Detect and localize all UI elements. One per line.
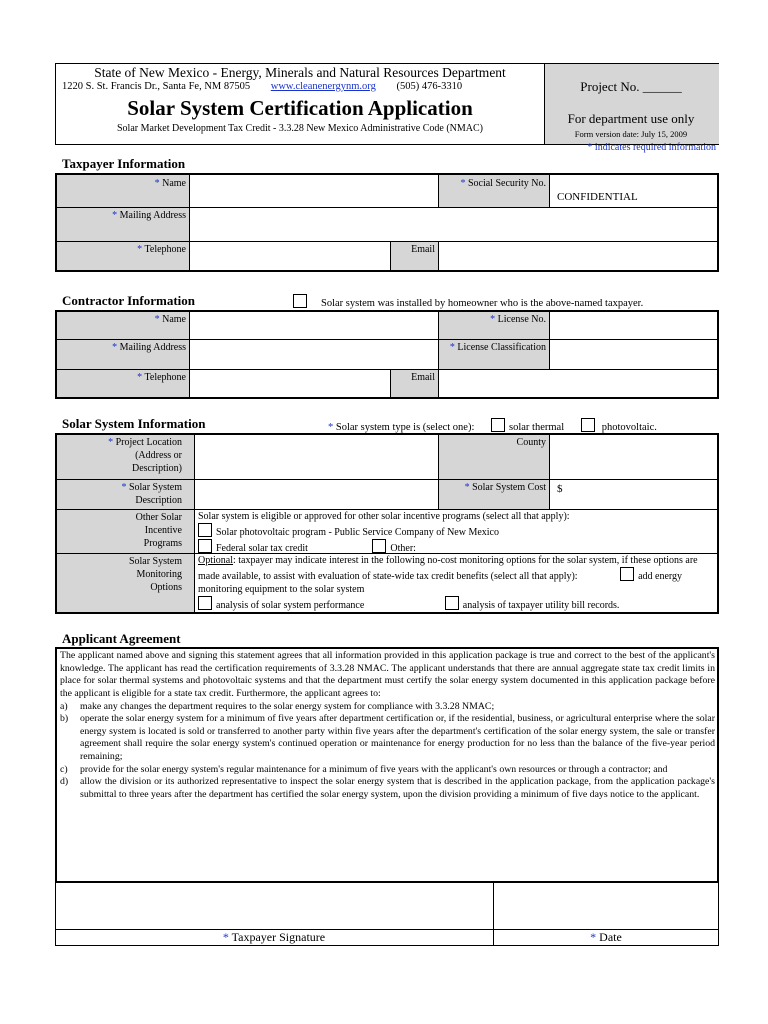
phone-text: (505) 476-3310: [396, 81, 463, 92]
agreement-item-key: a): [60, 700, 68, 712]
homeowner-label: Solar system was installed by homeowner who is the above-named taxpayer.: [321, 298, 644, 309]
add-equipment-label: add energy monitoring equipment to the solar system: [198, 571, 683, 595]
taxpayer-telephone-field[interactable]: [190, 242, 390, 270]
taxpayer-telephone-label: * Telephone: [137, 244, 186, 255]
agreement-item: [60, 764, 715, 777]
agreement-intro: The applicant named above and signing this statement agrees that all information provided in this application package is true and correct to the best of the applicant's knowledge. The applicant has read the certification requirements of 3.3.28 NMAC. The applicant understands that there are annual aggregate state tax credit limits in place for solar thermal systems and photovoltaic systems and that the department must certify the solar energy system documented in this application package before the applicant is eligible for a state tax credit. Furthermore, the applicant agrees to:: [60, 650, 715, 699]
required-note: * indicates required information: [587, 142, 716, 153]
agreement-item-text: allow the division or its authorized representative to inspect the solar energy system that is described in the application package, from the application package's submittal to three years after the department has certified the solar energy system, upon the division providing a minimum of five days notice to the applicant.: [80, 776, 715, 800]
contractor-license-field[interactable]: [550, 312, 717, 339]
contractor-name-label: * Name: [154, 314, 186, 325]
taxpayer-email-field[interactable]: [439, 242, 717, 270]
monitoring-content: [198, 554, 716, 612]
agreement-item-text: make any changes the department requires to the solar energy system for compliance with 3.3.28 NMAC;: [80, 700, 495, 712]
other-program-checkbox[interactable]: [372, 539, 386, 553]
pnm-checkbox[interactable]: [198, 523, 212, 537]
system-type-row: * Solar system type is (select one): solar thermal photovoltaic.: [328, 418, 657, 433]
taxpayer-ssn-field[interactable]: CONFIDENTIAL: [557, 191, 638, 203]
address-text: 1220 S. St. Francis Dr., Santa Fe, NM 87505: [62, 81, 251, 92]
agreement-item: [60, 713, 715, 764]
taxpayer-name-field[interactable]: [190, 175, 438, 207]
agreement-item: [60, 776, 715, 801]
system-type-prompt: Solar system type is (select one):: [335, 422, 475, 433]
contractor-telephone-field[interactable]: [190, 370, 390, 397]
agreement-item: [60, 701, 715, 714]
photovoltaic-label: photovoltaic.: [601, 422, 657, 433]
analysis-bill-checkbox[interactable]: [445, 596, 459, 610]
required-note-text: indicates required information: [594, 142, 716, 153]
description-label: * Solar System Description: [121, 482, 182, 507]
date-field[interactable]: [494, 883, 718, 929]
contractor-class-field[interactable]: [550, 340, 717, 369]
page-subtitle: Solar Market Development Tax Credit - 3.3.28 New Mexico Administrative Code (NMAC): [117, 123, 483, 134]
solar-thermal-checkbox[interactable]: [491, 418, 505, 432]
taxpayer-mailing-label: * Mailing Address: [112, 210, 186, 221]
agreement-text: [60, 650, 715, 802]
other-programs-content: [198, 510, 716, 555]
dept-name: State of New Mexico - Energy, Minerals and Natural Resources Department: [94, 65, 506, 80]
county-field[interactable]: [550, 435, 717, 479]
solar-thermal-label: solar thermal: [509, 422, 565, 433]
analysis-bill-label: analysis of taxpayer utility bill records.: [462, 600, 620, 611]
taxpayer-heading: Taxpayer Information: [62, 156, 186, 171]
analysis-performance-checkbox[interactable]: [198, 596, 212, 610]
optional-label: Optional: [198, 555, 233, 566]
contractor-license-label: * License No.: [490, 314, 546, 325]
contractor-mailing-field[interactable]: [190, 340, 438, 369]
agreement-list: [60, 701, 715, 802]
agreement-item-text: provide for the solar energy system's regular maintenance for a minimum of five years with the applicant's own resources or through a contractor; and: [80, 763, 668, 775]
dept-use-note: For department use only: [567, 111, 695, 126]
description-field[interactable]: [195, 480, 438, 509]
cost-label: * Solar System Cost: [464, 482, 546, 493]
monitoring-text: : taxpayer may indicate interest in the following no-cost monitoring options for the solar system, if these options are made available, to assist with evaluation of state-wide tax credit benefits (select all that apply):: [198, 555, 698, 582]
website-link[interactable]: www.cleanenergynm.org: [270, 81, 376, 92]
pnm-label: Solar photovoltaic program - Public Service Company of New Mexico: [216, 527, 499, 538]
contractor-telephone-label: * Telephone: [137, 372, 186, 383]
agreement-item-text: operate the solar energy system for a minimum of five years after department certification or, if the residential, business, or agricultural enterprise where the solar energy system is located is sold or transferred to another party within five years after the department's certification of the solar energy system, the sale or transfer agreement shall require the solar energy system's continued operation or maintenance for energy production for no less than the balance of the five-year period remaining;: [80, 713, 715, 762]
agreement-heading: Applicant Agreement: [62, 631, 181, 646]
agreement-item-key: b): [60, 713, 69, 725]
taxpayer-ssn-label: * Social Security No.: [460, 178, 546, 189]
monitoring-label: Solar System Monitoring Options: [128, 556, 182, 594]
taxpayer-signature-label: * Taxpayer Signature: [222, 930, 326, 944]
other-programs-text: Solar system is eligible or approved for other solar incentive programs (select all that apply):: [198, 511, 570, 522]
add-equipment-checkbox[interactable]: [620, 567, 634, 581]
taxpayer-email-label: Email: [411, 244, 435, 255]
form-version: Form version date: July 15, 2009: [574, 129, 688, 139]
federal-credit-checkbox[interactable]: [198, 539, 212, 553]
system-heading: Solar System Information: [62, 416, 206, 431]
agreement-item-key: c): [60, 763, 68, 775]
agreement-item-key: d): [60, 776, 69, 788]
photovoltaic-checkbox[interactable]: [581, 418, 595, 432]
taxpayer-signature-field[interactable]: [56, 883, 492, 929]
project-no: Project No. ______: [580, 79, 682, 94]
date-label: * Date: [590, 930, 622, 944]
cost-field[interactable]: $: [557, 483, 563, 495]
contractor-email-label: Email: [411, 372, 435, 383]
location-label: * Project Location (Address or Description): [108, 437, 182, 475]
contractor-heading: Contractor Information: [62, 293, 195, 308]
page-title: Solar System Certification Application: [127, 96, 473, 120]
contractor-mailing-label: * Mailing Address: [112, 342, 186, 353]
taxpayer-name-label: * Name: [154, 178, 186, 189]
other-program-label: Other:: [390, 543, 416, 554]
other-programs-label: Other Solar Incentive Programs: [135, 512, 182, 550]
homeowner-row: [293, 294, 643, 309]
analysis-performance-label: analysis of solar system performance: [216, 600, 365, 611]
contractor-name-field[interactable]: [190, 312, 438, 339]
location-field[interactable]: [195, 435, 438, 479]
dept-address: [62, 81, 542, 92]
federal-credit-label: Federal solar tax credit: [216, 543, 308, 554]
county-label: County: [516, 437, 546, 448]
contractor-email-field[interactable]: [439, 370, 717, 397]
taxpayer-mailing-field[interactable]: [190, 208, 717, 241]
homeowner-checkbox[interactable]: [293, 294, 307, 308]
contractor-class-label: * License Classification: [449, 342, 546, 353]
